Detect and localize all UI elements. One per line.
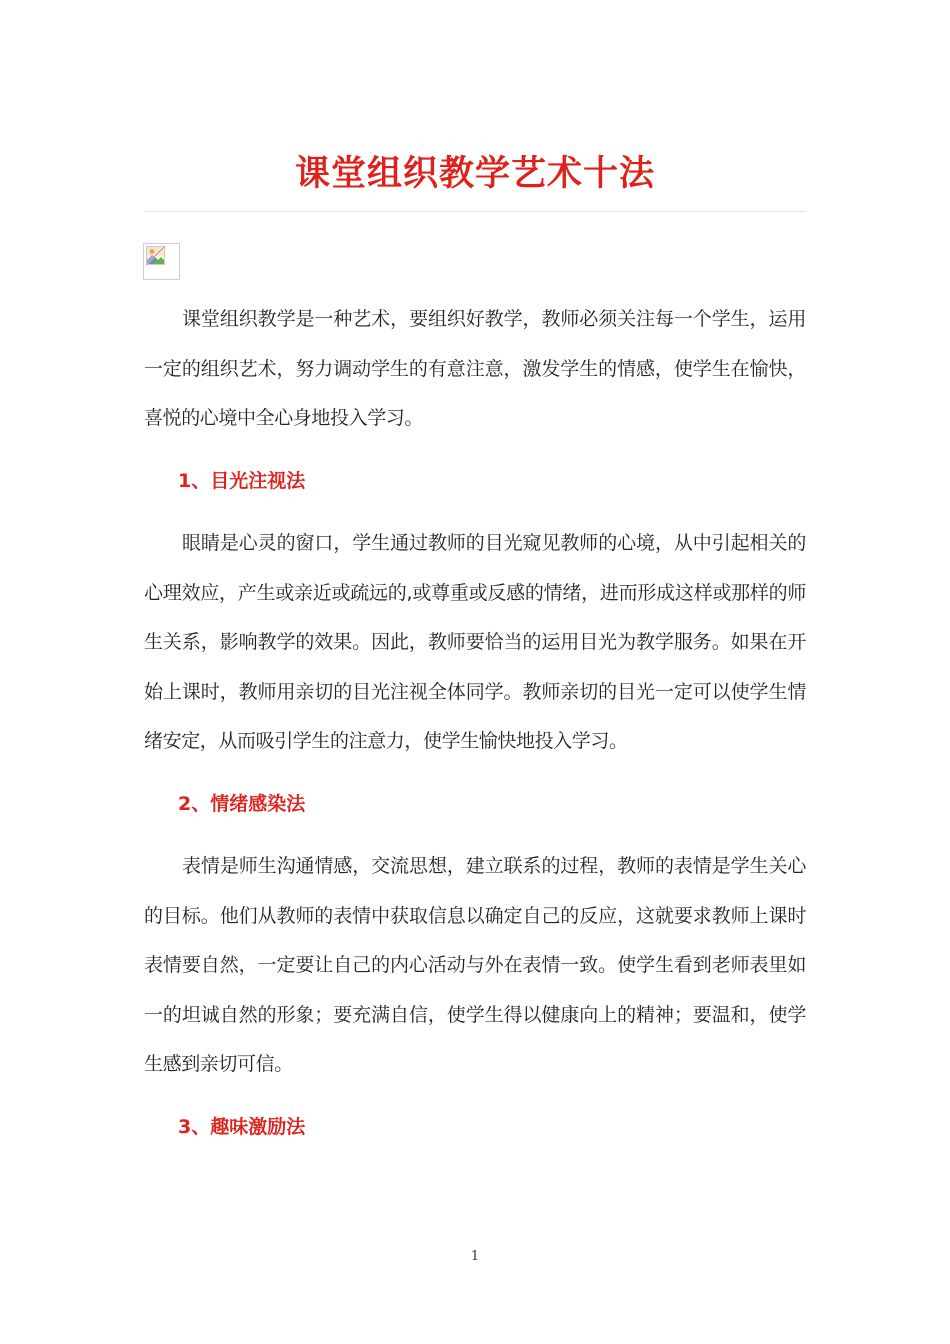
broken-image-icon [143, 243, 180, 280]
section-heading-3: 3、趣味激励法 [178, 1115, 306, 1138]
page-number: 1 [470, 1249, 480, 1264]
intro-paragraph: 课堂组织教学是一种艺术，要组织好教学，教师必须关注每一个学生，运用一定的组织艺术，努力调动学生的有意注意，激发学生的情感，使学生在愉快，喜悦的心境中全心身地投入学习。 [144, 308, 806, 429]
title-divider [144, 211, 806, 212]
section-heading-1: 1、目光注视法 [178, 469, 306, 492]
page-title: 课堂组织教学艺术十法 [294, 153, 655, 194]
broken-image-glyph [146, 246, 165, 265]
section-body-2: 表情是师生沟通情感，交流思想，建立联系的过程，教师的表情是学生关心的目标。他们从教师的表情中获取信息以确定自己的反应，这就要求教师上课时表情要自然，一定要让自己的内心活动与外在表情一致。使学生看到老师表里如一的坦诚自然的形象；要充满自信，使学生得以健康向上的精神；要温和，使学生感到亲切可信。 [144, 855, 806, 1075]
document-content [144, 295, 806, 1165]
section-heading-2: 2、情绪感染法 [178, 792, 306, 815]
section-body-1: 眼睛是心灵的窗口，学生通过教师的目光窥见教师的心境，从中引起相关的心理效应，产生或亲近或疏远的,或尊重或反感的情绪，进而形成这样或那样的师生关系，影响教学的效果。因此，教师要恰当的运用目光为教学服务。如果在开始上课时，教师用亲切的目光注视全体同学。教师亲切的目光一定可以使学生情绪安定，从而吸引学生的注意力，使学生愉快地投入学习。 [144, 532, 806, 752]
